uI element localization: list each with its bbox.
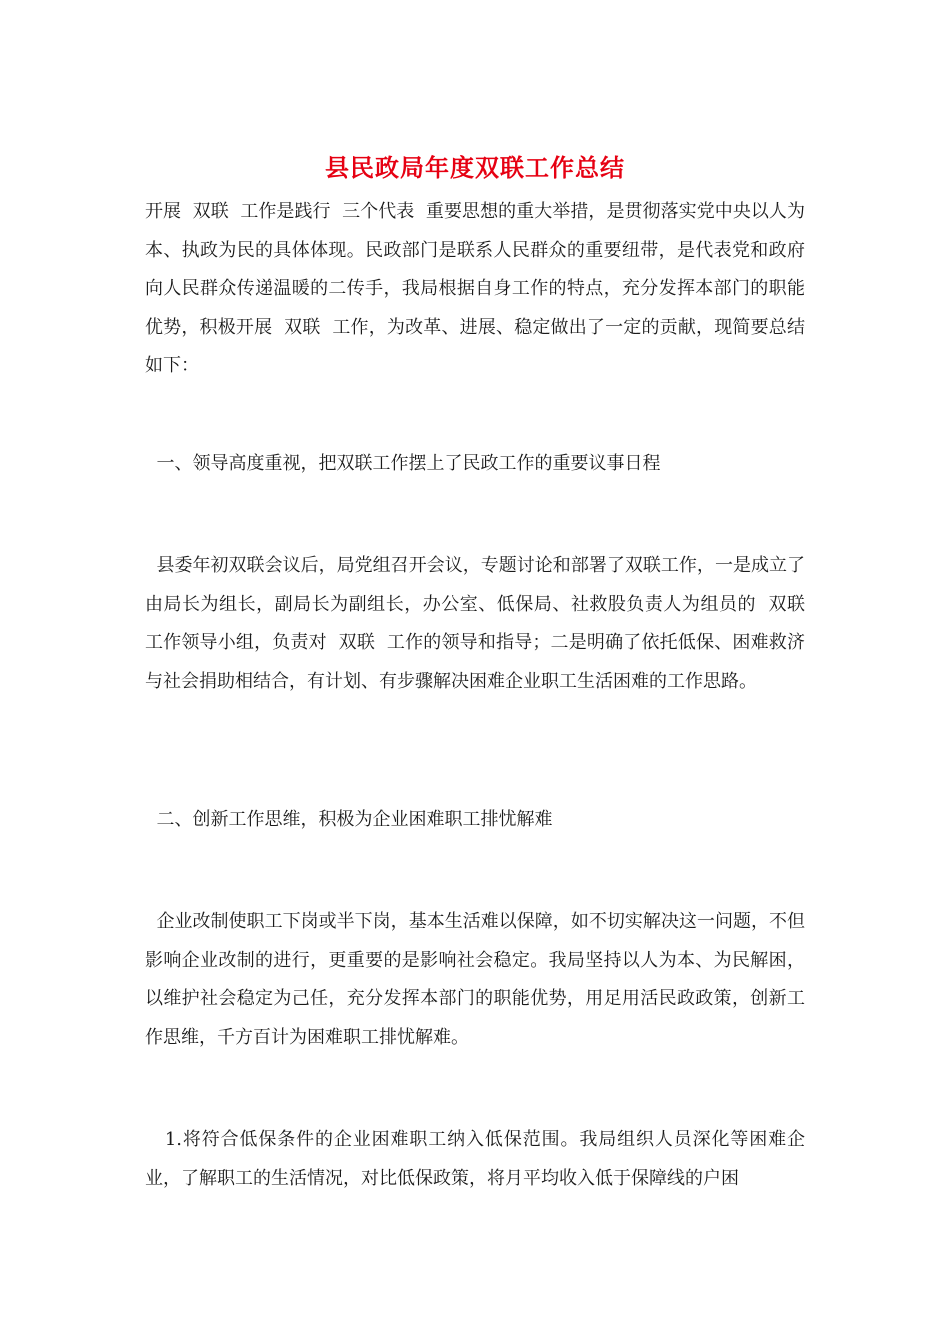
section-2-body: 企业改制使职工下岗或半下岗，基本生活难以保障，如不切实解决这一问题，不但影响企业改制的进行，更重要的是影响社会稳定。我局坚持以人为本、为民解困，以维护社会稳定为己任，充分发挥本部门的职能优势，用足用活民政政策，创新工作思维，千方百计为困难职工排忧解难。 xyxy=(145,911,805,1048)
intro-paragraph: 开展 双联 工作是践行 三个代表 重要思想的重大举措，是贯彻落实党中央以人为本、执政为民的具体体现。民政部门是联系人民群众的重要纽带，是代表党和政府向人民群众传递温暖的二传手，我局根据自身工作的特点，充分发挥本部门的职能优势，积极开展 双联 工作，为改革、进展、稳定做出了一定的贡献，现简要总结如下： xyxy=(145,201,805,376)
section-1-body: 县委年初双联会议后，局党组召开会议，专题讨论和部署了双联工作，一是成立了由局长为组长，副局长为副组长，办公室、低保局、社救股负责人为组员的 双联 工作领导小组，负责对 双联 工作的领导和指导；二是明确了依托低保、困难救济与社会捐助相结合，有计划、有步骤解决困难企业职工生活困难的工作思路。 xyxy=(145,555,817,692)
section-1-heading: 一、领导高度重视，把双联工作摆上了民政工作的重要议事日程 xyxy=(145,453,661,474)
document-title: 县民政局年度双联工作总结 xyxy=(325,153,625,182)
section-2-heading: 二、创新工作思维，积极为企业困难职工排忧解难 xyxy=(145,809,553,830)
item-1-paragraph: 1.将符合低保条件的企业困难职工纳入低保范围。我局组织人员深化等困难企业，了解职工的生活情况，对比低保政策，将月平均收入低于保障线的户困 xyxy=(145,1129,806,1189)
